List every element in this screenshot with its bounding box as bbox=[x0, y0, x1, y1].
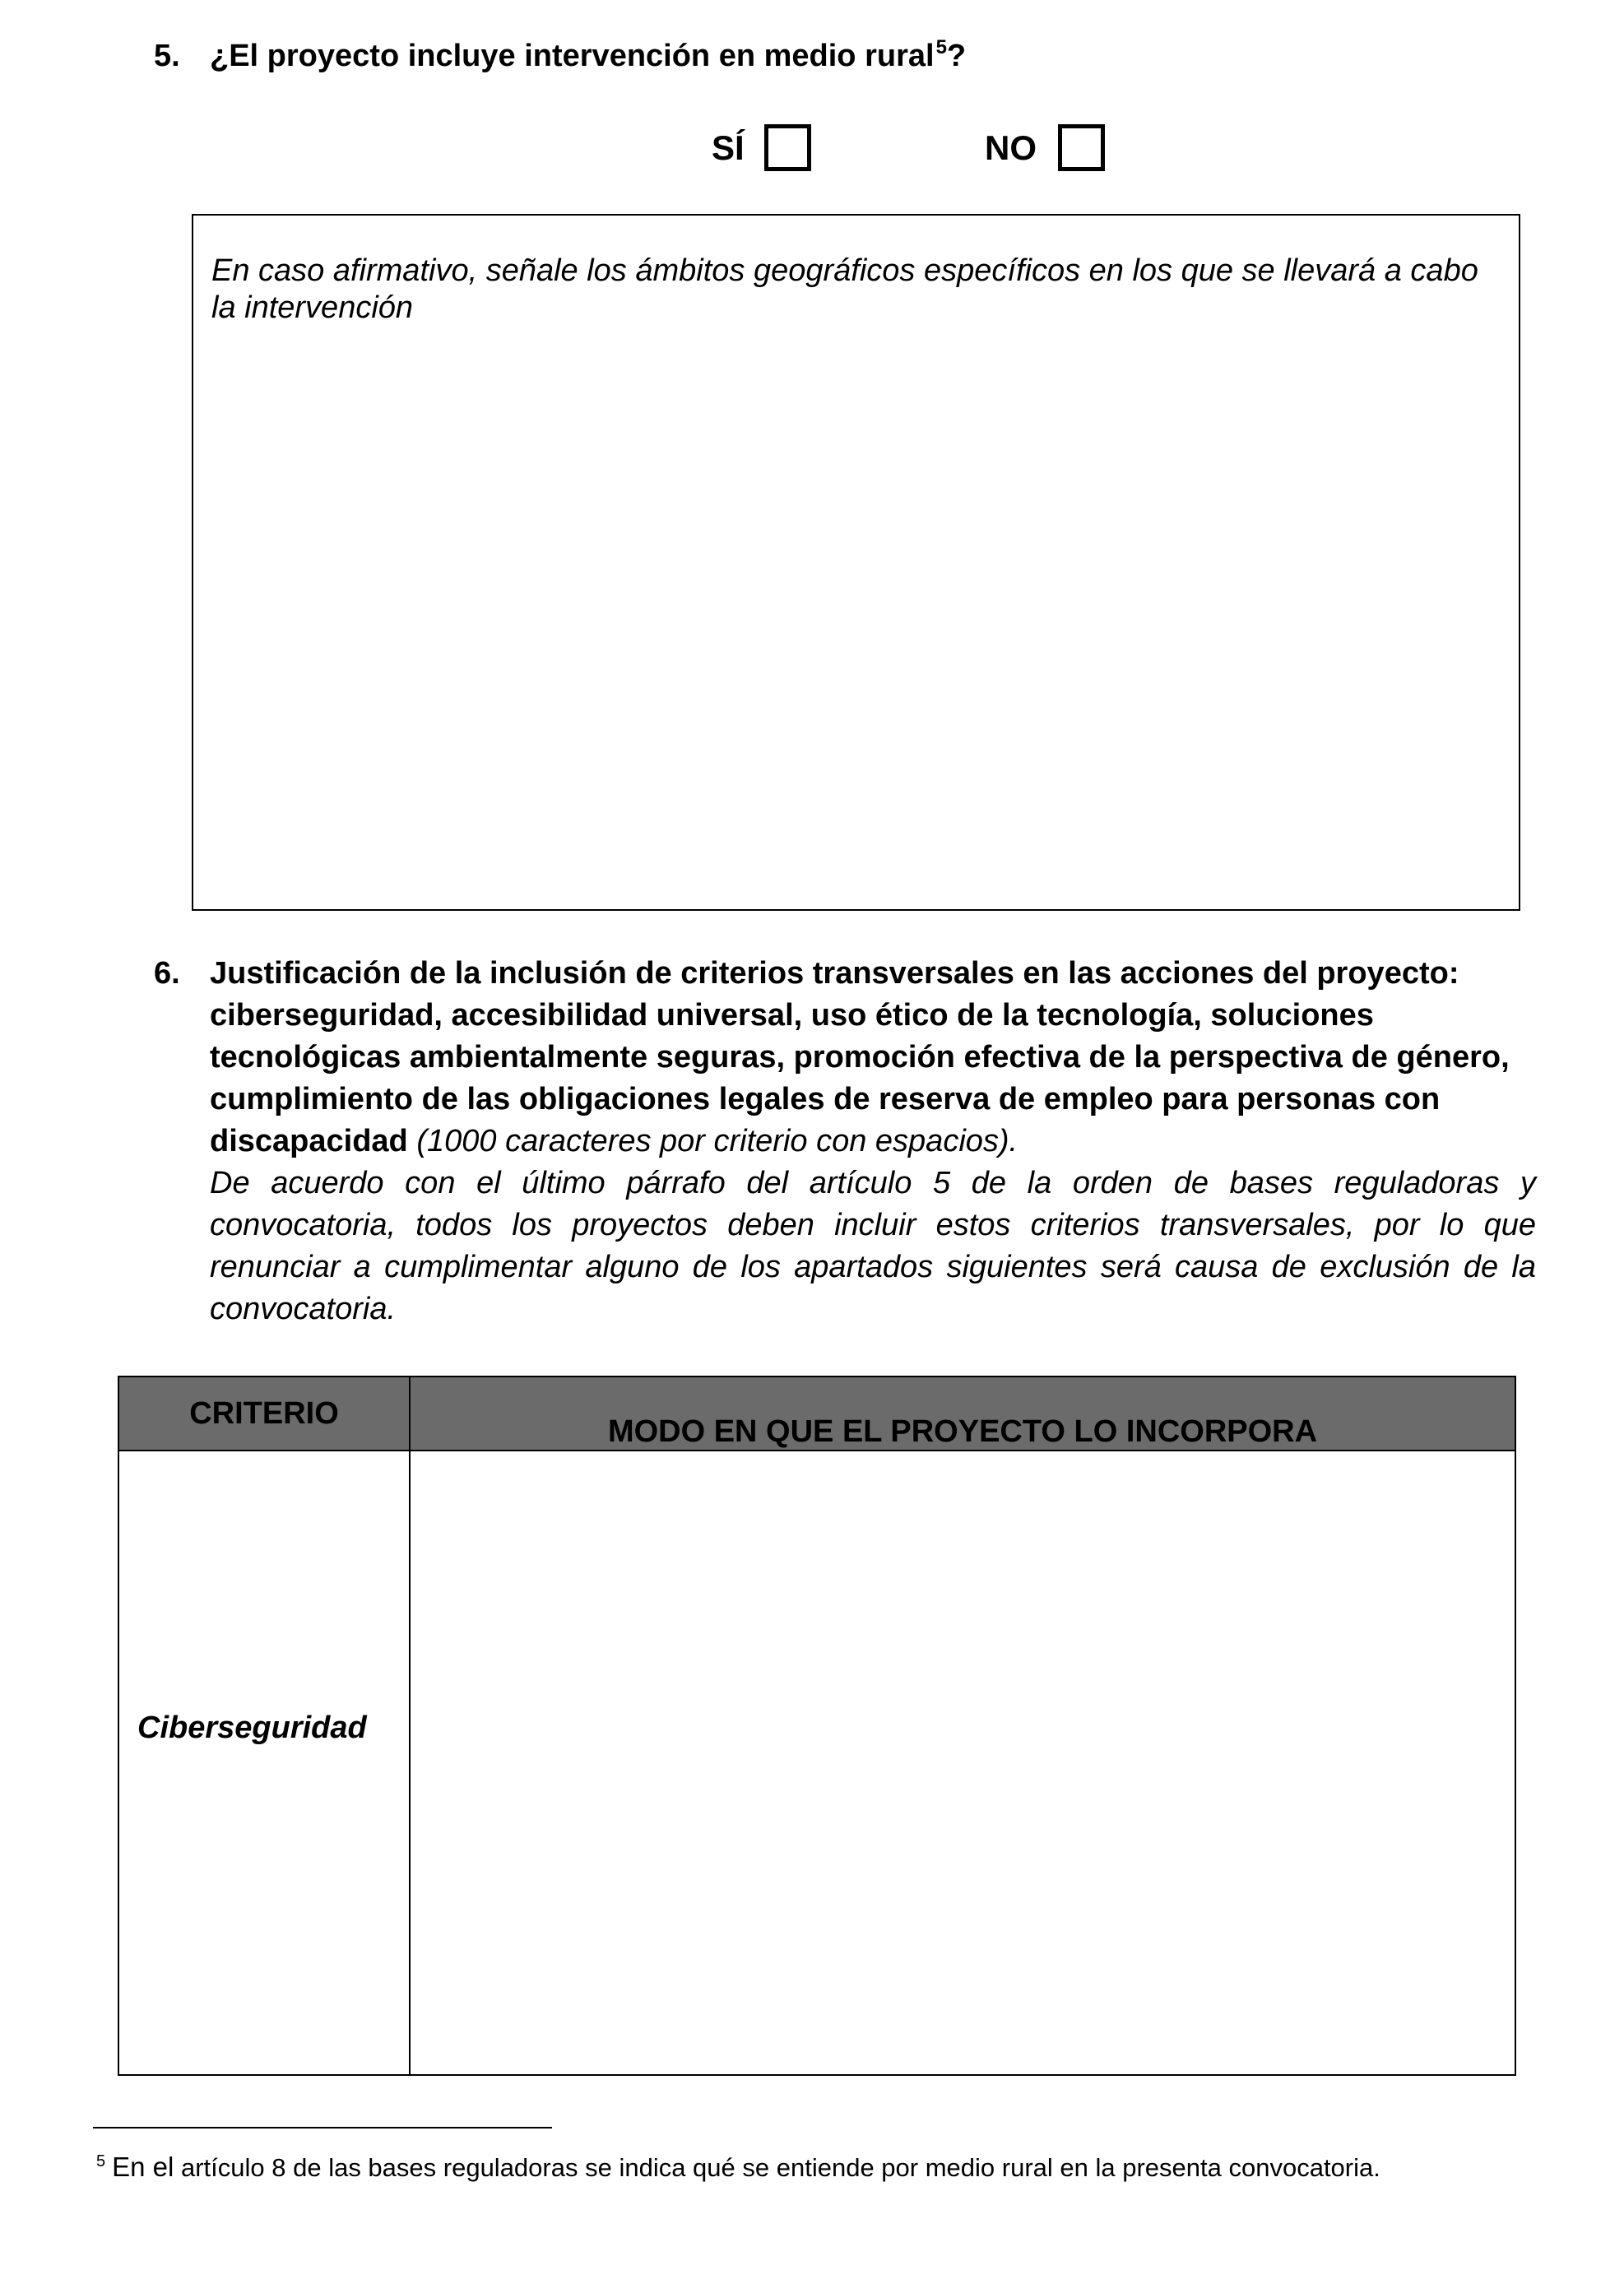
question-6 bbox=[154, 953, 1536, 1331]
option-yes-label: SÍ bbox=[712, 128, 745, 167]
footnote-lead: En el bbox=[112, 2152, 174, 2182]
criteria-header-incorporation-label: MODO EN QUE EL PROYECTO LO INCORPORA bbox=[607, 1414, 1318, 1449]
question-5-number: 5. bbox=[154, 39, 180, 73]
question-6-title bbox=[210, 953, 1536, 1163]
question-6-instructions: De acuerdo con el último párrafo del artículo 5 de la orden de bases reguladoras y convocatoria, todos los proyectos deben incluir estos criterios transversales, por lo que renunciar a cumplimentar alguno de los apartados siguientes será causa de exclusión de la convocatoria. bbox=[210, 1166, 1536, 1326]
question-6-heading: Justificación de la inclusión de criterios transversales en las acciones del proyecto: ciberseguridad, accesibilidad universal, uso ético de la tecnología, soluciones tecnológicas ambientalmente seguras, promoción efectiva de la perspectiva de género, cumplimiento de las obligaciones legales de reserva de empleo para personas con discapacidad bbox=[210, 956, 1510, 1158]
criterion-cell-cybersecurity bbox=[119, 1451, 411, 2074]
criteria-header-criterion bbox=[119, 1377, 411, 1451]
option-yes-checkbox[interactable] bbox=[764, 124, 811, 171]
incorporation-cell-cybersecurity[interactable] bbox=[411, 1451, 1515, 2074]
footnote-reference[interactable]: 5 bbox=[935, 36, 947, 58]
footnote-text: artículo 8 de las bases reguladoras se indica qué se entiende por medio rural en la presenta convocatoria. bbox=[180, 2153, 1380, 2182]
question-6-character-limit: (1000 caracteres por criterio con espacios). bbox=[416, 1124, 1018, 1158]
question-5-text bbox=[210, 35, 966, 77]
footnote-5 bbox=[96, 2151, 1380, 2184]
criteria-table bbox=[118, 1376, 1516, 2076]
criteria-header-criterion-label: CRITERIO bbox=[189, 1396, 339, 1431]
footnote-separator bbox=[93, 2127, 552, 2128]
question-6-number: 6. bbox=[154, 956, 180, 991]
rural-areas-prompt: En caso afirmativo, señale los ámbitos geográficos específicos en los que se llevará a cabo la intervención bbox=[211, 253, 1478, 325]
criteria-header-incorporation bbox=[411, 1377, 1515, 1451]
rural-areas-answer-box[interactable] bbox=[192, 214, 1520, 911]
question-5-label: ¿El proyecto incluye intervención en medio rural bbox=[210, 39, 935, 73]
option-no-label: NO bbox=[985, 128, 1037, 167]
criterion-label: Ciberseguridad bbox=[137, 1710, 367, 1745]
option-no-checkbox[interactable] bbox=[1058, 124, 1105, 171]
footnote-mark: 5 bbox=[96, 2152, 106, 2170]
question-5 bbox=[154, 35, 1552, 77]
question-5-question-mark: ? bbox=[946, 39, 967, 73]
question-6-text bbox=[210, 953, 1536, 1330]
